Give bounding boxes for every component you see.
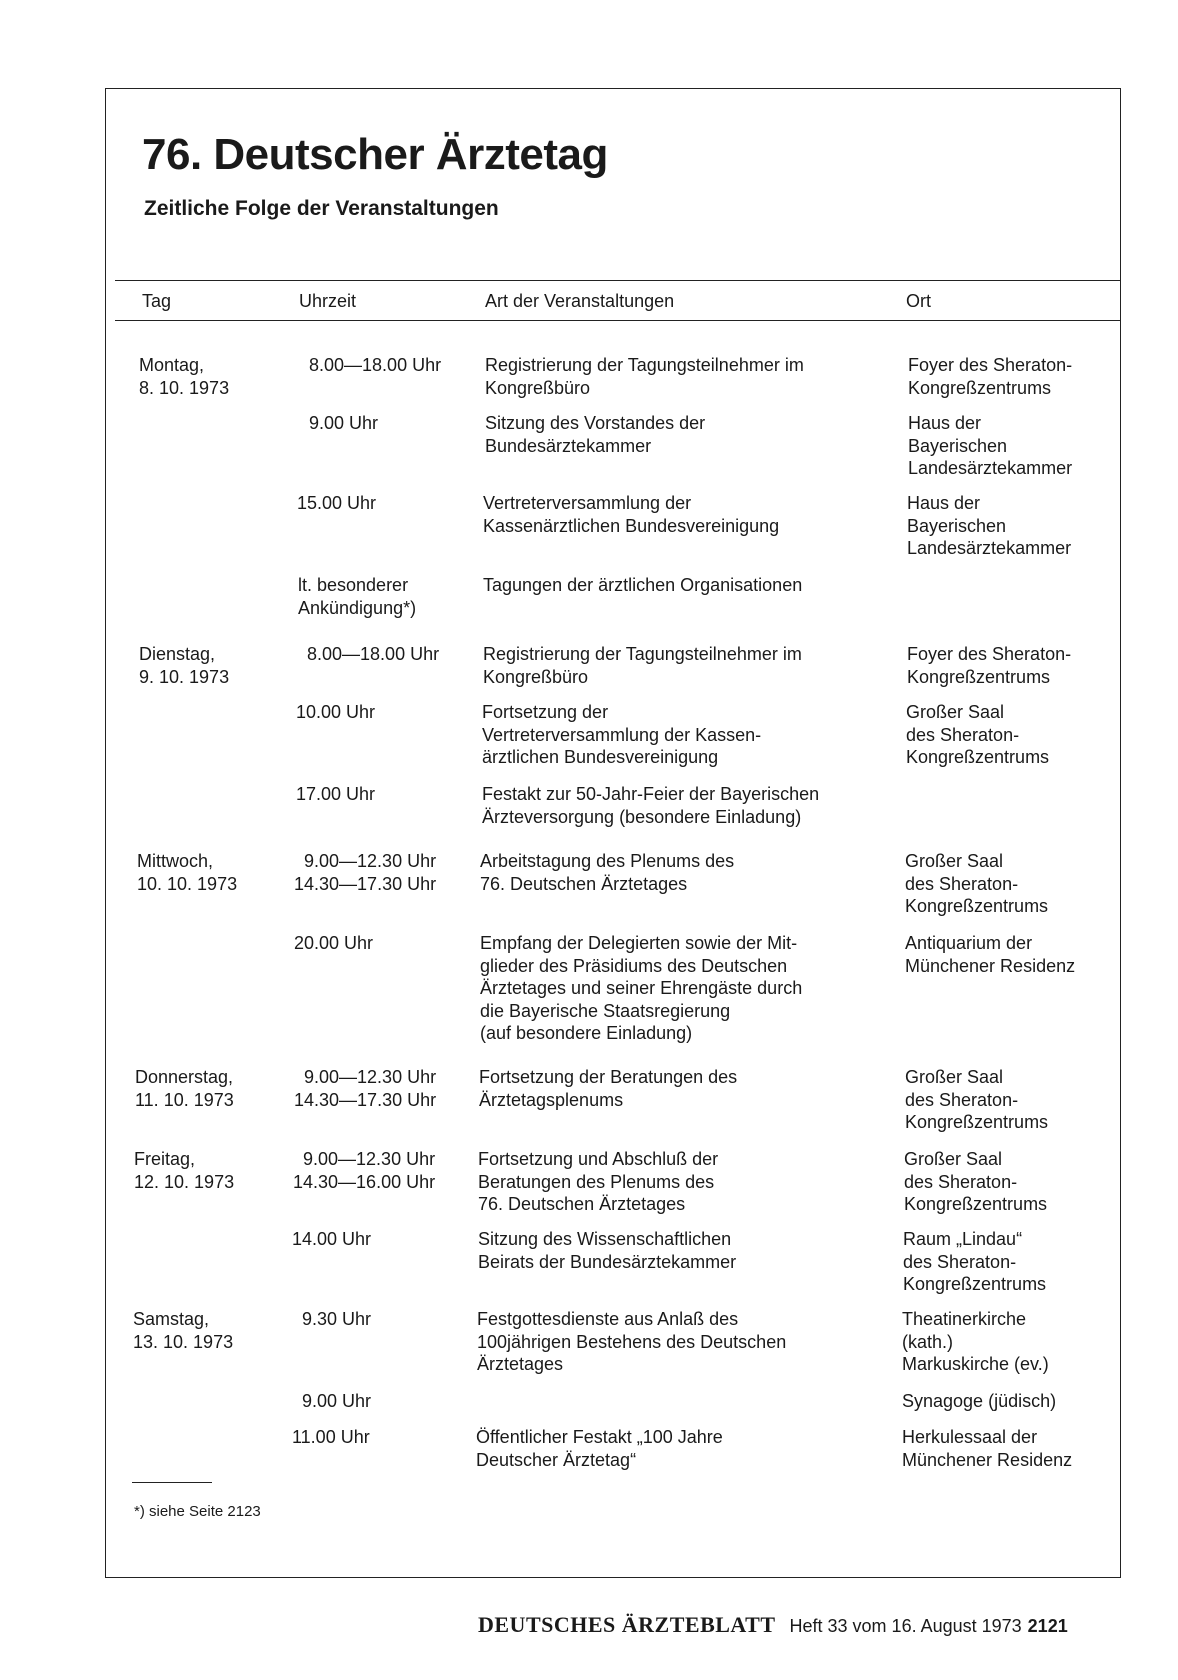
cell-art: Fortsetzung der Vertreterversammlung der Kassen- ärztlichen Bundesvereinigung [482,702,762,767]
cell-ort: Großer Saal des Sheraton- Kongreßzentrums [905,1067,1049,1132]
cell-ort: Raum „Lindau“ des Sheraton- Kongreßzentrums [903,1229,1047,1294]
cell-ort: Großer Saal des Sheraton- Kongreßzentrums [906,702,1050,767]
cell-uhrzeit: 8.00—18.00 Uhr [307,644,440,664]
cell-uhrzeit: 8.00—18.00 Uhr [309,355,442,375]
page-number: 2121 [1027,1616,1068,1636]
cell-art: Arbeitstagung des Plenums des 76. Deutschen Ärztetages [480,851,735,894]
cell-uhrzeit: 17.00 Uhr [296,784,376,804]
cell-art: Festakt zur 50-Jahr-Feier der Bayerischen Ärzteversorgung (besondere Einladung) [482,784,820,827]
cell-tag: Samstag, 13. 10. 1973 [133,1309,234,1352]
header-top-rule [115,280,1120,281]
column-header-art: Art der Veranstaltungen [485,291,675,311]
cell-art: Fortsetzung und Abschluß der Beratungen des Plenums des 76. Deutschen Ärztetages [478,1149,719,1214]
cell-uhrzeit: 9.00 Uhr [302,1391,372,1411]
cell-art: Registrierung der Tagungsteilnehmer im Kongreßbüro [485,355,804,398]
cell-ort: Synagoge (jüdisch) [902,1391,1057,1411]
cell-art: Öffentlicher Festakt „100 Jahre Deutscher Ärztetag“ [476,1427,723,1470]
page-footer [478,1612,1068,1641]
cell-uhrzeit: 9.00—12.30 Uhr 14.30—17.30 Uhr [294,1067,437,1110]
cell-ort: Foyer des Sheraton- Kongreßzentrums [908,355,1073,398]
cell-art: Tagungen der ärztlichen Organisationen [483,575,803,595]
cell-art: Sitzung des Wissenschaftlichen Beirats der Bundesärztekammer [478,1229,737,1272]
cell-ort: Haus der Bayerischen Landesärztekammer [908,413,1073,478]
cell-tag: Freitag, 12. 10. 1973 [134,1149,235,1192]
cell-tag: Dienstag, 9. 10. 1973 [139,644,230,687]
column-header-ort: Ort [906,291,931,311]
cell-ort: Haus der Bayerischen Landesärztekammer [907,493,1072,558]
cell-uhrzeit: 11.00 Uhr [292,1427,370,1447]
cell-ort: Antiquarium der Münchener Residenz [905,933,1076,976]
cell-art: Registrierung der Tagungsteilnehmer im Kongreßbüro [483,644,802,687]
page-subtitle: Zeitliche Folge der Veranstaltungen [144,197,499,220]
cell-uhrzeit: 10.00 Uhr [296,702,376,722]
footnote-rule [132,1482,212,1483]
cell-tag: Mittwoch, 10. 10. 1973 [137,851,238,894]
cell-uhrzeit: 9.00 Uhr [309,413,379,433]
cell-tag: Montag, 8. 10. 1973 [139,355,230,398]
footnote: *) siehe Seite 2123 [134,1503,261,1520]
cell-ort: Großer Saal des Sheraton- Kongreßzentrums [904,1149,1048,1214]
cell-tag: Donnerstag, 11. 10. 1973 [135,1067,234,1110]
cell-ort: Herkulessaal der Münchener Residenz [902,1427,1073,1470]
cell-art: Fortsetzung der Beratungen des Ärztetagsplenums [479,1067,738,1110]
cell-art: Vertreterversammlung der Kassenärztlichen Bundesvereinigung [483,493,780,536]
cell-uhrzeit: 14.00 Uhr [292,1229,372,1249]
column-header-uhrzeit: Uhrzeit [299,291,357,311]
cell-uhrzeit: 9.00—12.30 Uhr 14.30—17.30 Uhr [294,851,437,894]
cell-uhrzeit: 9.30 Uhr [302,1309,372,1329]
cell-ort: Großer Saal des Sheraton- Kongreßzentrums [905,851,1049,916]
journal-name: DEUTSCHES ÄRZTEBLATT [478,1612,776,1637]
header-bottom-rule [115,320,1120,321]
issue-info: Heft 33 vom 16. August 1973 [789,1616,1022,1636]
page-title: 76. Deutscher Ärztetag [142,130,608,179]
cell-uhrzeit: 15.00 Uhr [297,493,377,513]
cell-uhrzeit: 9.00—12.30 Uhr 14.30—16.00 Uhr [293,1149,436,1192]
cell-uhrzeit: 20.00 Uhr [294,933,374,953]
column-header-tag: Tag [142,291,172,311]
cell-art: Festgottesdienste aus Anlaß des 100jährigen Bestehens des Deutschen Ärztetages [477,1309,787,1374]
cell-ort: Foyer des Sheraton- Kongreßzentrums [907,644,1072,687]
cell-ort: Theatinerkirche (kath.) Markuskirche (ev.) [902,1309,1049,1374]
cell-art: Sitzung des Vorstandes der Bundesärztekammer [485,413,706,456]
cell-art: Empfang der Delegierten sowie der Mit- glieder des Präsidiums des Deutschen Ärztetages und seiner Ehrengäste durch die Bayerische Staatsregierung (auf besondere Einladung) [480,933,803,1043]
cell-uhrzeit: lt. besonderer Ankündigung*) [298,575,417,618]
